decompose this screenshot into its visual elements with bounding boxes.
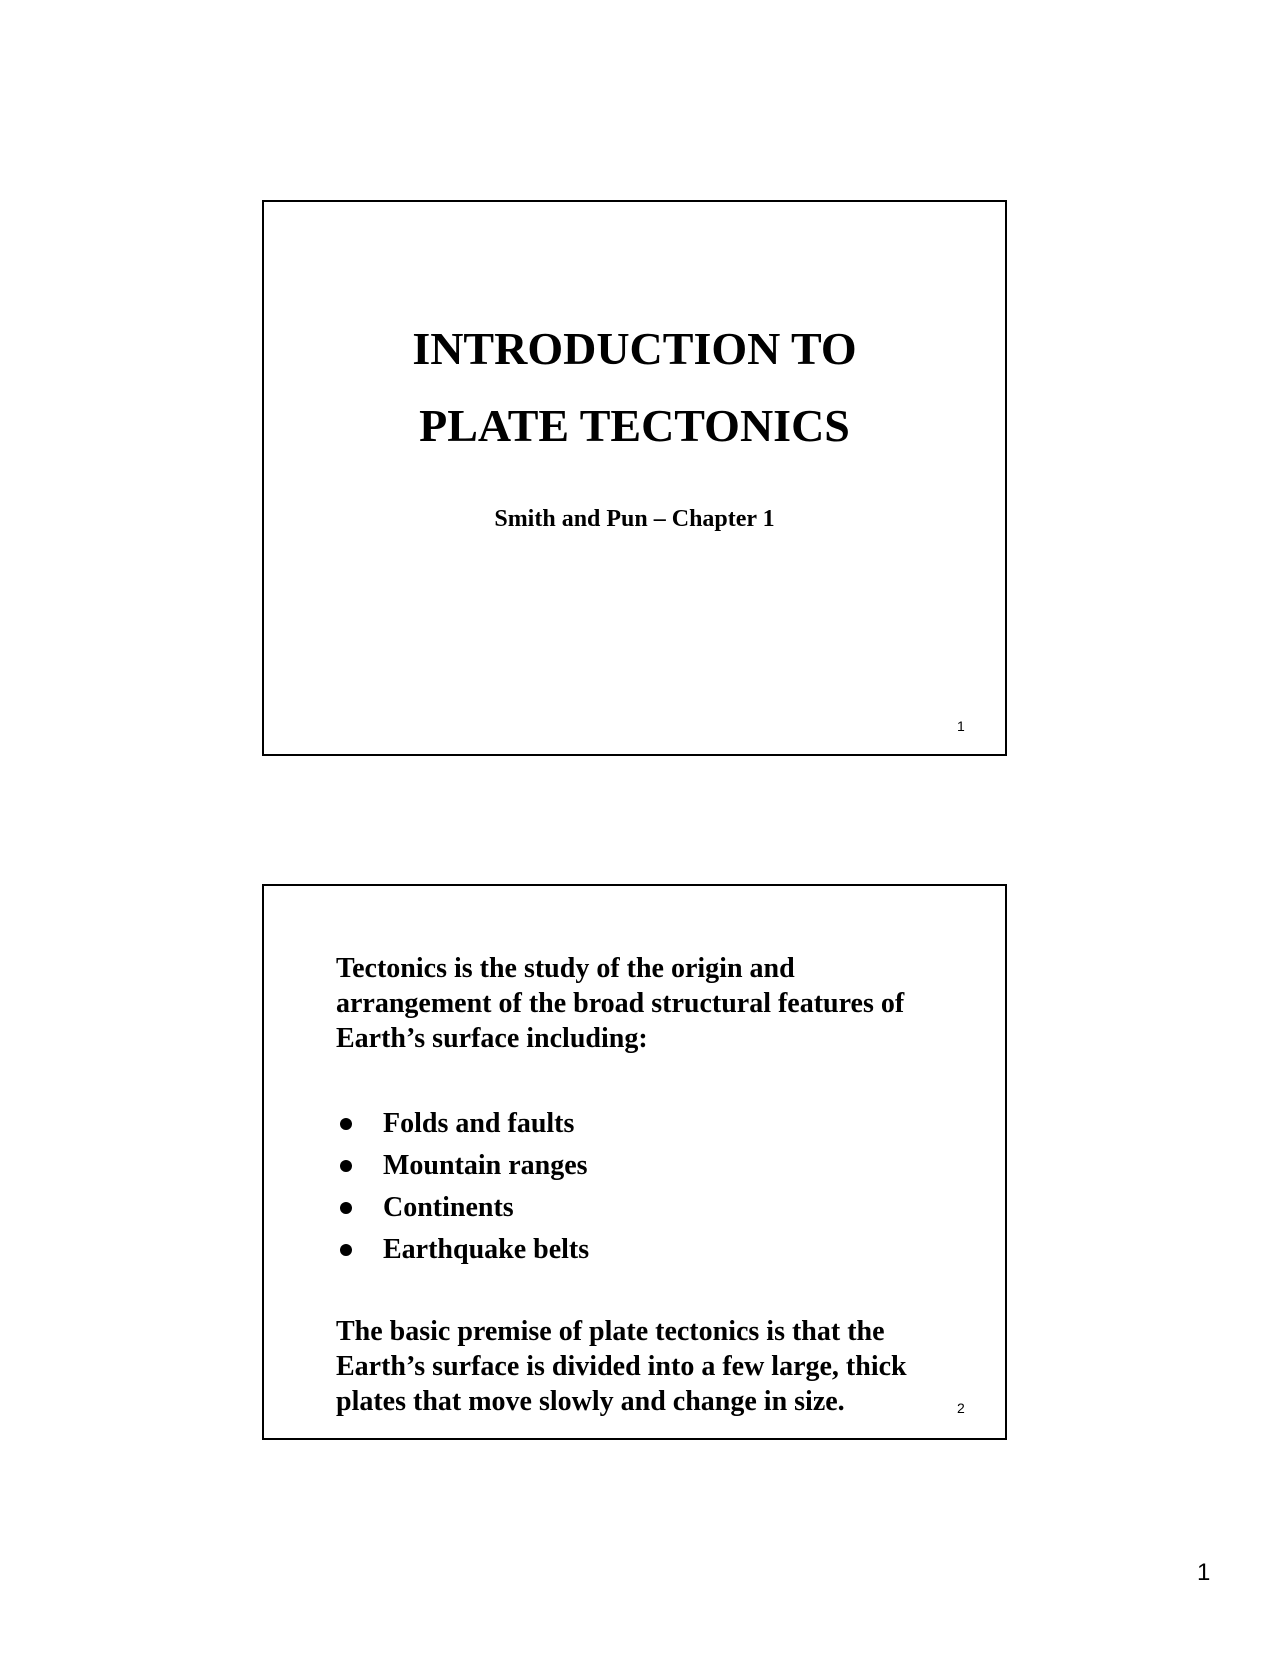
slide-2-intro-paragraph — [336, 951, 956, 1056]
bullet-icon — [340, 1244, 352, 1256]
bullet-icon — [340, 1160, 352, 1172]
bullet-text: Folds and faults — [383, 1108, 575, 1139]
bullet-text: Continents — [383, 1192, 514, 1223]
intro-line-1: Tectonics is the study of the origin and — [336, 953, 795, 984]
premise-line-1: The basic premise of plate tectonics is that the — [336, 1316, 885, 1347]
slide-1-title-line-1: INTRODUCTION TO — [412, 323, 857, 374]
bullet-icon — [340, 1202, 352, 1214]
bullet-icon — [340, 1118, 352, 1130]
bullet-text: Earthquake belts — [383, 1234, 590, 1265]
slide-2-number: 2 — [957, 1400, 965, 1416]
intro-line-3: Earth’s surface including: — [336, 1023, 648, 1054]
slide-1-subtitle: Smith and Pun – Chapter 1 — [494, 506, 775, 532]
slide-1-title-line-2: PLATE TECTONICS — [419, 400, 850, 451]
premise-line-2: Earth’s surface is divided into a few large, thick — [336, 1351, 907, 1382]
slide-2 — [262, 884, 1007, 1440]
intro-line-2: arrangement of the broad structural features of — [336, 988, 905, 1019]
page-number: 1 — [1197, 1559, 1211, 1586]
slide-2-premise-paragraph — [336, 1314, 956, 1419]
slide-1-number: 1 — [957, 718, 965, 734]
premise-line-3: plates that move slowly and change in size. — [336, 1386, 845, 1417]
slide-1 — [262, 200, 1007, 756]
bullet-text: Mountain ranges — [383, 1150, 588, 1181]
